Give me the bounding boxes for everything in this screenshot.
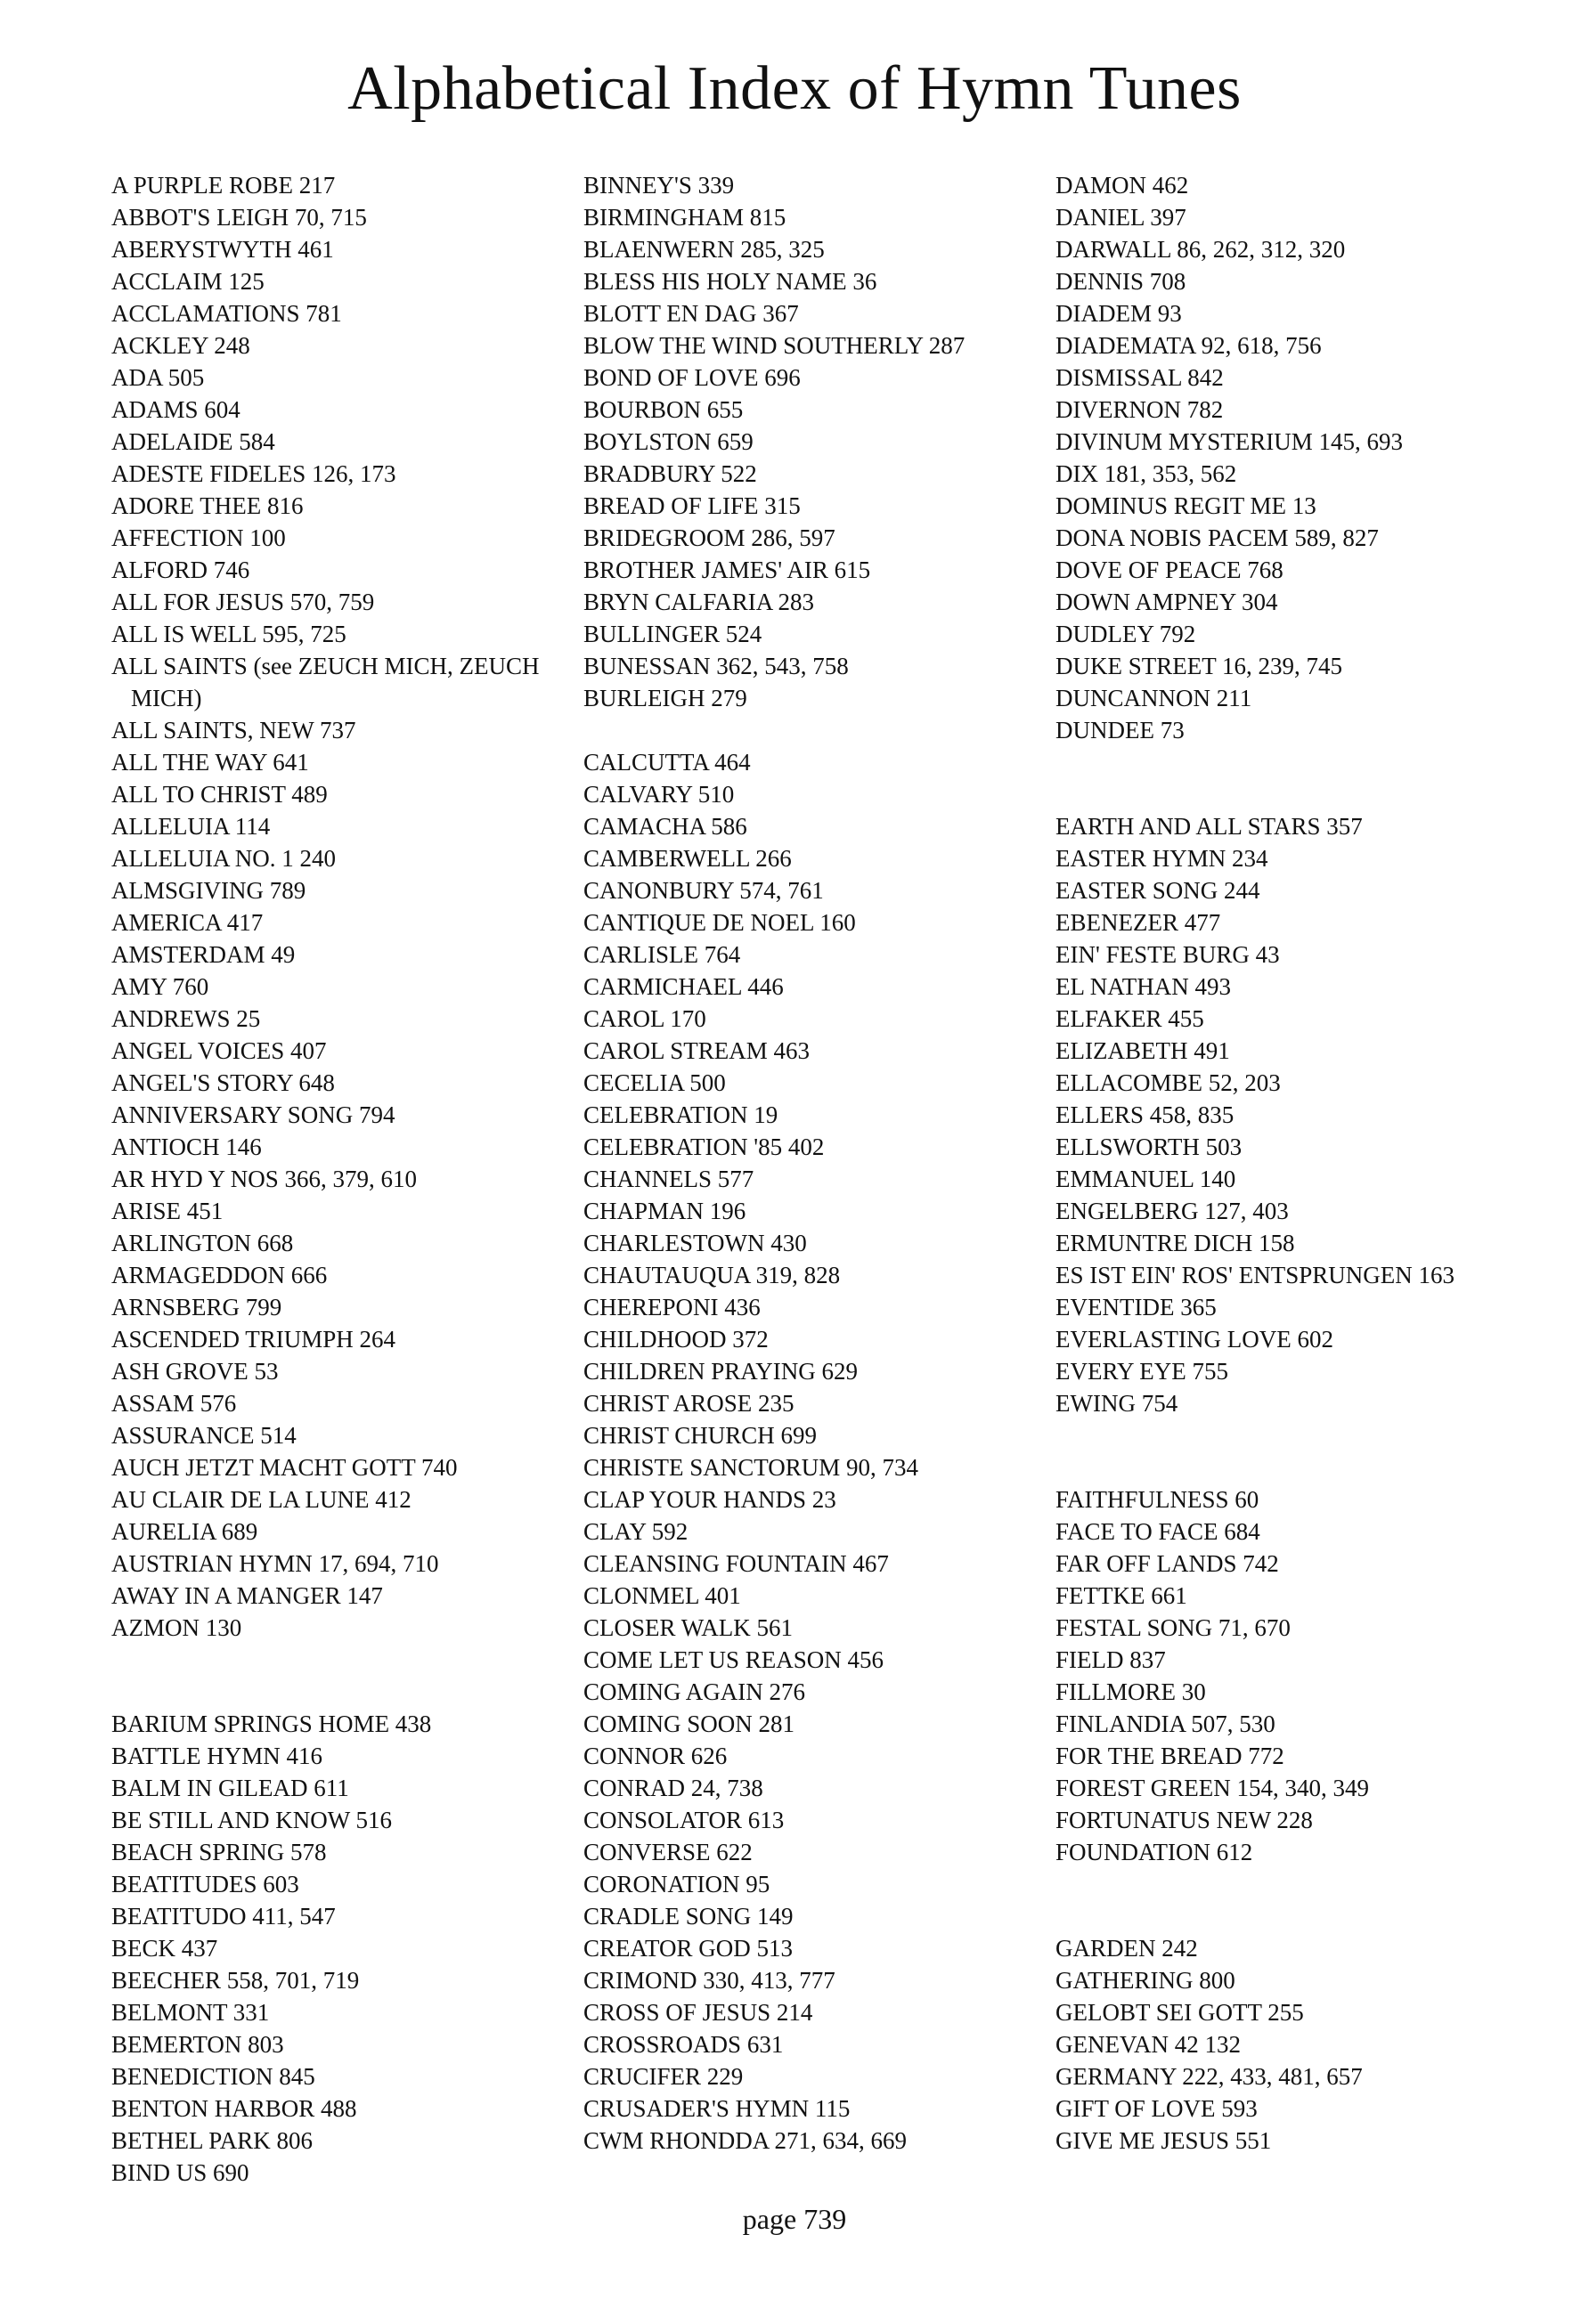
section-gap — [111, 1644, 574, 1676]
index-entry: ADAMS 604 — [111, 396, 240, 423]
index-entry: BREAD OF LIFE 315 — [583, 492, 801, 519]
section-gap — [111, 1676, 574, 1708]
index-entry: BECK 437 — [111, 1935, 218, 1962]
index-entry: CLONMEL 401 — [583, 1582, 741, 1609]
index-entry: CONVERSE 622 — [583, 1839, 753, 1865]
index-entry: ES IST EIN' ROS' ENTSPRUNGEN 163 — [1055, 1262, 1455, 1288]
index-entry: CARLISLE 764 — [583, 941, 741, 968]
index-entry: BELMONT 331 — [111, 1999, 270, 2026]
index-entry: AZMON 130 — [111, 1614, 242, 1641]
index-entry: EMMANUEL 140 — [1055, 1166, 1236, 1192]
index-entry: FORTUNATUS NEW 228 — [1055, 1807, 1313, 1833]
index-entry: ARMAGEDDON 666 — [111, 1262, 328, 1288]
index-entry: EVERY EYE 755 — [1055, 1358, 1228, 1385]
index-entry: ANNIVERSARY SONG 794 — [111, 1101, 395, 1128]
index-entry: ARISE 451 — [111, 1198, 224, 1224]
index-entry: ABBOT'S LEIGH 70, 715 — [111, 204, 367, 231]
index-entry: BETHEL PARK 806 — [111, 2127, 314, 2154]
index-entry: CLOSER WALK 561 — [583, 1614, 794, 1641]
index-entry: CALVARY 510 — [583, 781, 735, 808]
index-entry: ALL THE WAY 641 — [111, 749, 309, 776]
index-entry: CELEBRATION 19 — [583, 1101, 778, 1128]
index-entry: BLOTT EN DAG 367 — [583, 300, 799, 327]
index-entry: CONNOR 626 — [583, 1743, 728, 1769]
index-entry: FAITHFULNESS 60 — [1055, 1486, 1259, 1513]
index-entry: ACKLEY 248 — [111, 332, 250, 359]
index-entry: ENGELBERG 127, 403 — [1055, 1198, 1289, 1224]
index-entry: ADA 505 — [111, 364, 205, 391]
index-entry: BOURBON 655 — [583, 396, 744, 423]
index-entry: DISMISSAL 842 — [1055, 364, 1224, 391]
index-entry: DIADEMATA 92, 618, 756 — [1055, 332, 1322, 359]
index-entry: AMY 760 — [111, 973, 209, 1000]
index-entry: GENEVAN 42 132 — [1055, 2031, 1241, 2058]
index-entry: FINLANDIA 507, 530 — [1055, 1710, 1275, 1737]
index-entry: GARDEN 242 — [1055, 1935, 1198, 1962]
index-entry: DUKE STREET 16, 239, 745 — [1055, 653, 1342, 679]
index-entry: ALL SAINTS (see ZEUCH MICH, ZEUCH MICH) — [111, 653, 540, 711]
index-entry: ANGEL VOICES 407 — [111, 1037, 327, 1064]
index-entry: ACCLAMATIONS 781 — [111, 300, 342, 327]
index-entry: EASTER HYMN 234 — [1055, 845, 1268, 872]
index-entry: BATTLE HYMN 416 — [111, 1743, 322, 1769]
index-entry: BIRMINGHAM 815 — [583, 204, 786, 231]
index-entry: ELLERS 458, 835 — [1055, 1101, 1235, 1128]
page-number: page 739 — [742, 2203, 847, 2235]
index-entry: ALL IS WELL 595, 725 — [111, 621, 346, 647]
index-entry: ALLELUIA 114 — [111, 813, 271, 840]
index-entry: ALMSGIVING 789 — [111, 877, 306, 904]
index-entry: CRIMOND 330, 413, 777 — [583, 1967, 835, 1994]
index-entry: EASTER SONG 244 — [1055, 877, 1260, 904]
index-entry: CHRIST CHURCH 699 — [583, 1422, 818, 1449]
index-entry: ALL TO CHRIST 489 — [111, 781, 328, 808]
index-entry: BENEDICTION 845 — [111, 2063, 315, 2090]
index-entry: FOREST GREEN 154, 340, 349 — [1055, 1775, 1370, 1801]
index-entry: CARMICHAEL 446 — [583, 973, 784, 1000]
index-entry: EVERLASTING LOVE 602 — [1055, 1326, 1333, 1353]
index-entry: AMSTERDAM 49 — [111, 941, 296, 968]
index-entry: DUNDEE 73 — [1055, 717, 1185, 744]
index-entry: ASSURANCE 514 — [111, 1422, 297, 1449]
index-entry: CROSSROADS 631 — [583, 2031, 784, 2058]
index-entry: AURELIA 689 — [111, 1518, 258, 1545]
index-entry: CALCUTTA 464 — [583, 749, 751, 776]
index-entry: A PURPLE ROBE 217 — [111, 172, 336, 199]
index-entry: GIVE ME JESUS 551 — [1055, 2127, 1272, 2154]
index-entry: DUNCANNON 211 — [1055, 685, 1252, 711]
index-entry: CANONBURY 574, 761 — [583, 877, 824, 904]
index-entry: CELEBRATION '85 402 — [583, 1134, 825, 1160]
index-entry: ADORE THEE 816 — [111, 492, 304, 519]
index-entry: ALFORD 746 — [111, 557, 250, 583]
index-entry: FESTAL SONG 71, 670 — [1055, 1614, 1291, 1641]
index-entry: DIVERNON 782 — [1055, 396, 1224, 423]
index-entry: BARIUM SPRINGS HOME 438 — [111, 1710, 432, 1737]
index-column-1 — [111, 169, 574, 2189]
index-entry: CHAPMAN 196 — [583, 1198, 746, 1224]
index-entry: CHEREPONI 436 — [583, 1294, 761, 1320]
section-gap — [1055, 1868, 1554, 1900]
index-entry: FIELD 837 — [1055, 1646, 1166, 1673]
index-entry: CRADLE SONG 149 — [583, 1903, 794, 1930]
index-entry: CAROL STREAM 463 — [583, 1037, 811, 1064]
index-entry: BEECHER 558, 701, 719 — [111, 1967, 360, 1994]
index-entry: ERMUNTRE DICH 158 — [1055, 1230, 1295, 1256]
index-entry: BEATITUDES 603 — [111, 1871, 299, 1897]
index-entry: BE STILL AND KNOW 516 — [111, 1807, 392, 1833]
index-entry: CONSOLATOR 613 — [583, 1807, 785, 1833]
index-entry: CHRIST AROSE 235 — [583, 1390, 794, 1417]
index-entry: ARLINGTON 668 — [111, 1230, 294, 1256]
index-entry: AUSTRIAN HYMN 17, 694, 710 — [111, 1550, 439, 1577]
index-entry: DARWALL 86, 262, 312, 320 — [1055, 236, 1346, 263]
index-entry: EARTH AND ALL STARS 357 — [1055, 813, 1363, 840]
index-entry: COMING AGAIN 276 — [583, 1678, 805, 1705]
index-entry: DOMINUS REGIT ME 13 — [1055, 492, 1316, 519]
index-entry: CANTIQUE DE NOEL 160 — [583, 909, 856, 936]
index-entry: DAMON 462 — [1055, 172, 1189, 199]
page-title: Alphabetical Index of Hymn Tunes — [347, 54, 1242, 123]
section-gap — [583, 714, 1055, 746]
index-entry: FAR OFF LANDS 742 — [1055, 1550, 1279, 1577]
index-entry: ALL FOR JESUS 570, 759 — [111, 589, 375, 615]
index-entry: CONRAD 24, 738 — [583, 1775, 763, 1801]
index-column-3 — [1055, 169, 1554, 2157]
index-entry: CHANNELS 577 — [583, 1166, 754, 1192]
index-entry: BEACH SPRING 578 — [111, 1839, 327, 1865]
index-entry: ELLACOMBE 52, 203 — [1055, 1069, 1281, 1096]
index-entry: BROTHER JAMES' AIR 615 — [583, 557, 871, 583]
index-entry: FACE TO FACE 684 — [1055, 1518, 1260, 1545]
index-entry: AU CLAIR DE LA LUNE 412 — [111, 1486, 412, 1513]
index-entry: BOYLSTON 659 — [583, 428, 754, 455]
index-entry: BRADBURY 522 — [583, 460, 757, 487]
index-entry: CAMBERWELL 266 — [583, 845, 792, 872]
index-entry: DIADEM 93 — [1055, 300, 1182, 327]
index-entry: FILLMORE 30 — [1055, 1678, 1206, 1705]
index-entry: FETTKE 661 — [1055, 1582, 1187, 1609]
index-entry: EWING 754 — [1055, 1390, 1178, 1417]
index-entry: CHARLESTOWN 430 — [583, 1230, 807, 1256]
index-entry: BOND OF LOVE 696 — [583, 364, 801, 391]
index-entry: AUCH JETZT MACHT GOTT 740 — [111, 1454, 458, 1481]
index-entry: AMERICA 417 — [111, 909, 264, 936]
index-entry: DIVINUM MYSTERIUM 145, 693 — [1055, 428, 1403, 455]
index-entry: CREATOR GOD 513 — [583, 1935, 794, 1962]
index-entry: FOUNDATION 612 — [1055, 1839, 1253, 1865]
index-entry: CLAP YOUR HANDS 23 — [583, 1486, 836, 1513]
index-entry: GELOBT SEI GOTT 255 — [1055, 1999, 1304, 2026]
index-entry: BLOW THE WIND SOUTHERLY 287 — [583, 332, 966, 359]
section-gap — [1055, 746, 1554, 778]
index-entry: ASSAM 576 — [111, 1390, 237, 1417]
index-entry: ACCLAIM 125 — [111, 268, 265, 295]
index-entry: GERMANY 222, 433, 481, 657 — [1055, 2063, 1363, 2090]
index-entry: CAMACHA 586 — [583, 813, 747, 840]
index-entry: CWM RHONDDA 271, 634, 669 — [583, 2127, 908, 2154]
index-entry: ELIZABETH 491 — [1055, 1037, 1230, 1064]
index-entry: GATHERING 800 — [1055, 1967, 1235, 1994]
index-entry: AFFECTION 100 — [111, 524, 286, 551]
index-entry: ASCENDED TRIUMPH 264 — [111, 1326, 396, 1353]
index-entry: DONA NOBIS PACEM 589, 827 — [1055, 524, 1379, 551]
index-entry: DANIEL 397 — [1055, 204, 1186, 231]
index-entry: ADESTE FIDELES 126, 173 — [111, 460, 396, 487]
index-entry: BINNEY'S 339 — [583, 172, 735, 199]
index-entry: BURLEIGH 279 — [583, 685, 747, 711]
index-entry: CLAY 592 — [583, 1518, 689, 1545]
index-entry: EIN' FESTE BURG 43 — [1055, 941, 1280, 968]
index-entry: BRYN CALFARIA 283 — [583, 589, 815, 615]
index-entry: CLEANSING FOUNTAIN 467 — [583, 1550, 889, 1577]
index-entry: COMING SOON 281 — [583, 1710, 795, 1737]
index-entry: ASH GROVE 53 — [111, 1358, 279, 1385]
index-entry: CHRISTE SANCTORUM 90, 734 — [583, 1454, 919, 1481]
index-entry: CORONATION 95 — [583, 1871, 770, 1897]
index-entry: ELLSWORTH 503 — [1055, 1134, 1243, 1160]
index-entry: CHAUTAUQUA 319, 828 — [583, 1262, 841, 1288]
index-entry: ALLELUIA NO. 1 240 — [111, 845, 336, 872]
index-entry: DOWN AMPNEY 304 — [1055, 589, 1278, 615]
index-entry: CAROL 170 — [583, 1005, 706, 1032]
index-entry: COME LET US REASON 456 — [583, 1646, 884, 1673]
index-entry: GIFT OF LOVE 593 — [1055, 2095, 1258, 2122]
index-entry: EL NATHAN 493 — [1055, 973, 1231, 1000]
index-entry: BRIDEGROOM 286, 597 — [583, 524, 835, 551]
index-entry: ADELAIDE 584 — [111, 428, 275, 455]
index-entry: CRUCIFER 229 — [583, 2063, 744, 2090]
index-entry: DENNIS 708 — [1055, 268, 1186, 295]
index-entry: BLAENWERN 285, 325 — [583, 236, 825, 263]
index-entry: DOVE OF PEACE 768 — [1055, 557, 1283, 583]
index-entry: ABERYSTWYTH 461 — [111, 236, 334, 263]
section-gap — [1055, 1900, 1554, 1932]
index-entry: CROSS OF JESUS 214 — [583, 1999, 813, 2026]
index-entry: AWAY IN A MANGER 147 — [111, 1582, 383, 1609]
index-entry: DIX 181, 353, 562 — [1055, 460, 1237, 487]
index-column-2 — [583, 169, 1055, 2157]
index-entry: BENTON HARBOR 488 — [111, 2095, 357, 2122]
index-entry: BLESS HIS HOLY NAME 36 — [583, 268, 877, 295]
index-entry: EBENEZER 477 — [1055, 909, 1221, 936]
index-entry: BEMERTON 803 — [111, 2031, 284, 2058]
index-entry: CHILDHOOD 372 — [583, 1326, 769, 1353]
index-entry: AR HYD Y NOS 366, 379, 610 — [111, 1166, 418, 1192]
index-entry: BEATITUDO 411, 547 — [111, 1903, 336, 1930]
index-entry: CECELIA 500 — [583, 1069, 726, 1096]
index-entry: ALL SAINTS, NEW 737 — [111, 717, 356, 744]
index-entry: ANDREWS 25 — [111, 1005, 261, 1032]
index-entry: ARNSBERG 799 — [111, 1294, 282, 1320]
section-gap — [1055, 778, 1554, 810]
index-entry: EVENTIDE 365 — [1055, 1294, 1217, 1320]
index-entry: BIND US 690 — [111, 2159, 249, 2186]
index-entry: BALM IN GILEAD 611 — [111, 1775, 349, 1801]
index-entry: ANTIOCH 146 — [111, 1134, 262, 1160]
index-entry: CHILDREN PRAYING 629 — [583, 1358, 859, 1385]
index-entry: DUDLEY 792 — [1055, 621, 1196, 647]
index-entry: CRUSADER'S HYMN 115 — [583, 2095, 851, 2122]
index-entry: BUNESSAN 362, 543, 758 — [583, 653, 849, 679]
section-gap — [1055, 1451, 1554, 1483]
index-entry: ELFAKER 455 — [1055, 1005, 1204, 1032]
index-entry: ANGEL'S STORY 648 — [111, 1069, 335, 1096]
index-entry: BULLINGER 524 — [583, 621, 762, 647]
index-entry: FOR THE BREAD 772 — [1055, 1743, 1284, 1769]
section-gap — [1055, 1419, 1554, 1451]
